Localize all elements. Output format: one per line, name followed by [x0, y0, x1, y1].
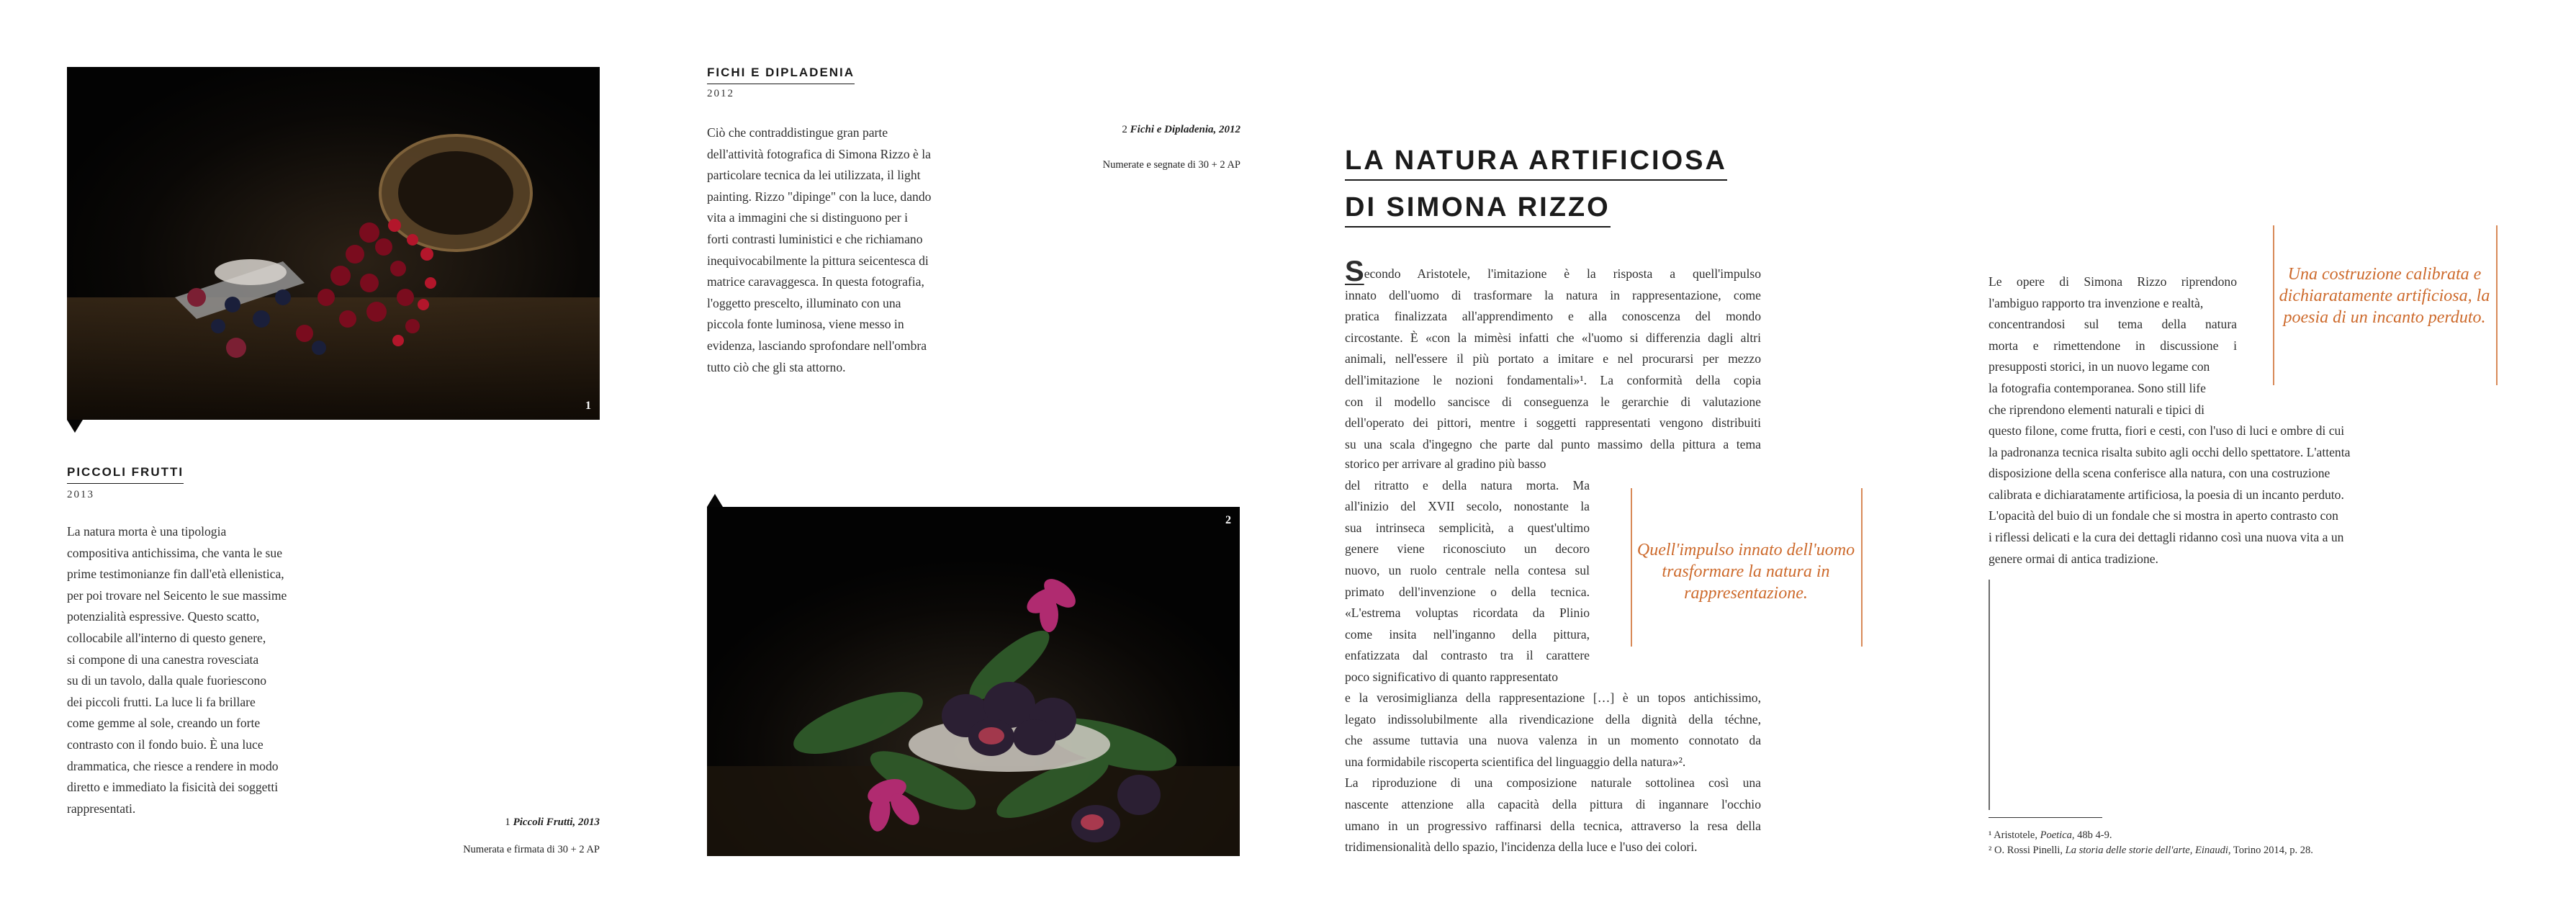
plate2-text: [707, 122, 995, 378]
text-line: enfatizzata dal contrasto tra il carattere: [1345, 648, 1590, 663]
caption-number: 1: [505, 816, 510, 828]
caption-number: 2: [1122, 124, 1127, 135]
right-body-wide: [1989, 420, 2406, 570]
text-line: una formidabile riscoperta scientifica del linguaggio della natura»².: [1345, 754, 1686, 769]
text-line: La natura morta è una tipologia: [67, 524, 227, 539]
plate2-caption: [1122, 124, 1240, 136]
text-line: Ciò che contraddistingue gran parte: [707, 125, 888, 140]
photo-piccoli-frutti: [67, 67, 600, 420]
text-line: circostante. È «con la mimèsi infatti che «l'uomo si differenzia dagli altri: [1345, 330, 1761, 345]
footnote-separator: [1989, 817, 2102, 818]
text-line: tridimensionalità dello spazio, l'incidenza della luce e l'uso dei colori.: [1345, 840, 1698, 855]
text-line: dell'operato dei pittori, mentre i soggetti rappresentati vengono distribuiti: [1345, 415, 1761, 431]
text-line-content: econdo Aristotele, l'imitazione è la risposta a quell'impulso: [1364, 266, 1761, 281]
text-line: matrice caravaggesca. In questa fotografia,: [707, 274, 924, 289]
plate-marker: [67, 420, 83, 433]
text-line: particolare tecnica da lei utilizzata, il light: [707, 168, 921, 183]
text-line: che riprendono elementi naturali e tipici di: [1989, 402, 2205, 417]
plate-number: 1: [585, 400, 591, 412]
text-line: la padronanza tecnica risalta subito agli occhi dello spettatore. L'attenta: [1989, 444, 2351, 459]
text-line: prime testimonianze fin dall'età ellenistica,: [67, 567, 284, 582]
text-line: concentrandosi sul tema della natura: [1989, 317, 2237, 332]
text-line: e la verosimiglianza della rappresentazione […] è un topos antichissimo,: [1345, 690, 1761, 705]
quote-rule-right: [1861, 488, 1863, 647]
quote-rule-left: [2273, 225, 2274, 385]
essay-title-line-1: LA NATURA ARTIFICIOSA: [1345, 145, 1727, 181]
text-line: Le opere di Simona Rizzo riprendono: [1989, 274, 2237, 289]
text-line: dei piccoli frutti. La luce li fa brillare: [67, 694, 256, 709]
text-line: per poi trovare nel Seicento le sue massime: [67, 588, 287, 603]
text-line: poco significativo di quanto rappresentato: [1345, 669, 1559, 684]
pull-quote: Una costruzione calibrata e dichiaratamente artificiosa, la poesia di un incanto perduto.: [2279, 265, 2490, 327]
footnote-text: ¹ Aristotele,: [1989, 829, 2040, 841]
plate2-edition: Numerate e segnate di 30 + 2 AP: [1102, 159, 1240, 171]
text-line: pratica finalizzata all'apprendimento e alla conoscenza del mondo: [1345, 309, 1761, 324]
footnote-2: [1989, 845, 2313, 857]
text-line: innato dell'uomo di trasformare la natura in rappresentazione, come: [1345, 287, 1761, 302]
text-line: come gemme al sole, creando un forte: [67, 716, 261, 731]
essay-body-bottom: [1345, 688, 1761, 858]
text-line: sua intrinseca semplicità, a quest'ultimo: [1345, 520, 1590, 535]
section-year: 2013: [67, 489, 94, 500]
text-line: che assume tuttavia una nuova valenza in un momento connotato da: [1345, 733, 1761, 748]
footnote-text: , Torino 2014, p. 28.: [2228, 845, 2313, 856]
plate1-edition: Numerata e firmata di 30 + 2 AP: [463, 844, 600, 855]
text-line: umano in un progressivo raffinarsi della tecnica, attraverso la resa della: [1345, 818, 1761, 833]
text-line: inequivocabilmente la pittura seicentesca di: [707, 253, 929, 268]
text-line: contrasto con il fondo buio. È una luce: [67, 737, 264, 752]
text-line: animali, nell'essere il più portato a imitare e nel procurarsi per mezzo: [1345, 351, 1761, 366]
text-line: «L'estrema voluptas ricordata da Plinio: [1345, 606, 1590, 621]
text-line: come insita nell'inganno della pittura,: [1345, 626, 1590, 642]
text-line: piccola fonte luminosa, viene messo in: [707, 317, 904, 332]
dropcap: S: [1345, 256, 1364, 287]
text-line: presupposti storici, in un nuovo legame con: [1989, 359, 2210, 374]
essay-body-top: [1345, 256, 1761, 455]
text-line: [1345, 256, 1761, 287]
text-line: tutto ciò che gli sta attorno.: [707, 359, 846, 374]
text-line: legato indissolubilmente alla rivendicazione della dignità della téchne,: [1345, 711, 1761, 726]
footnote-title: Poetica: [2040, 829, 2072, 841]
footnote-text: , 48b 4-9.: [2071, 829, 2112, 841]
text-line: forti contrasti luministici e che richiamano: [707, 231, 923, 246]
text-line: compositiva antichissima, che vanta le sue: [67, 545, 283, 560]
text-line: la fotografia contemporanea. Sono still life: [1989, 380, 2206, 395]
footnote-1: [1989, 829, 2112, 842]
plate-marker: [707, 494, 723, 507]
text-line: l'oggetto prescelto, illuminato con una: [707, 295, 901, 310]
caption-title: Piccoli Frutti, 2013: [513, 816, 600, 828]
text-line: La riproduzione di una composizione naturale sottolinea così una: [1345, 775, 1761, 791]
text-line: diretto e immediato la fisicità dei soggetti: [67, 780, 279, 795]
text-line: nascente attenzione alla capacità della pittura di ingannare l'occhio: [1345, 796, 1761, 811]
text-line: su di un tavolo, dalla quale fuoriescono: [67, 673, 267, 688]
section-title: PICCOLI FRUTTI: [67, 465, 184, 484]
text-line: primato dell'invenzione o della tecnica.: [1345, 584, 1590, 599]
quote-rule-left: [1631, 488, 1632, 647]
footnote-text: ² O. Rossi Pinelli,: [1989, 845, 2066, 856]
pull-quote: Quell'impulso innato dell'uomo trasformare la natura in rappresentazione.: [1636, 541, 1855, 603]
caption-title: Fichi e Dipladenia, 2012: [1130, 124, 1240, 135]
text-line: painting. Rizzo "dipinge" con la luce, dando: [707, 189, 932, 204]
text-line: dell'attività fotografica di Simona Rizzo è la: [707, 146, 931, 161]
text-line: all'inizio del XVII secolo, nonostante la: [1345, 499, 1590, 514]
text-line: l'ambiguo rapporto tra invenzione e realtà,: [1989, 295, 2204, 310]
text-line: i riflessi delicati e la cura dei dettagli ridanno così una nuova vita a un: [1989, 529, 2344, 544]
plate1-caption: [505, 816, 600, 829]
text-line: questo filone, come frutta, fiori e cesti, con l'uso di luci e ombre di cui: [1989, 423, 2345, 438]
column-rule: [1989, 580, 1990, 810]
text-line: calibrata e dichiaratamente artificiosa, la poesia di un incanto perduto.: [1989, 487, 2344, 502]
text-line: su una scala d'ingegno che parte dal punto massimo della pittura a tema: [1345, 436, 1761, 451]
text-line: genere ormai di antica tradizione.: [1989, 551, 2158, 566]
essay-body-narrow: [1345, 454, 1590, 688]
text-line: del ritratto e della natura morta. Ma: [1345, 477, 1590, 492]
text-line: morta e rimettendone in discussione i: [1989, 338, 2237, 353]
footnote-title: La storia delle storie dell'arte, Einaudi: [2065, 845, 2228, 856]
text-line: rappresentati.: [67, 801, 136, 816]
text-line: storico per arrivare al gradino più basso: [1345, 456, 1546, 471]
text-line: disposizione della scena conferisce alla natura, con una costruzione: [1989, 466, 2330, 481]
right-body-narrow: [1989, 271, 2237, 420]
section-title: FICHI E DIPLADENIA: [707, 66, 855, 84]
plate-number: 2: [1225, 514, 1231, 526]
text-line: genere viene riconosciuto un decoro: [1345, 541, 1590, 557]
text-line: evidenza, lasciando sprofondare nell'ombra: [707, 338, 927, 353]
text-line: si compone di una canestra rovesciata: [67, 652, 259, 667]
plate1-text: [67, 521, 355, 819]
text-line: collocabile all'interno di questo genere,: [67, 630, 266, 645]
section-year: 2012: [707, 88, 734, 99]
photo-fichi-dipladenia: [707, 507, 1240, 856]
quote-rule-right: [2496, 225, 2498, 385]
text-line: vita a immagini che si distinguono per i: [707, 210, 909, 225]
text-line: dell'imitazione le nozioni fondamentali»¹. La conformità della copia: [1345, 372, 1761, 387]
text-line: potenzialità espressive. Questo scatto,: [67, 609, 260, 624]
text-line: nuovo, un ruolo centrale nella contesa sul: [1345, 562, 1590, 577]
text-line: con il modello sancisce di conseguenza le gerarchie di valutazione: [1345, 394, 1761, 409]
essay-title-line-2: DI SIMONA RIZZO: [1345, 192, 1611, 228]
text-line: L'opacità del buio di un fondale che si mostra in aperto contrasto con: [1989, 508, 2338, 523]
text-line: drammatica, che riesce a rendere in modo: [67, 758, 279, 773]
